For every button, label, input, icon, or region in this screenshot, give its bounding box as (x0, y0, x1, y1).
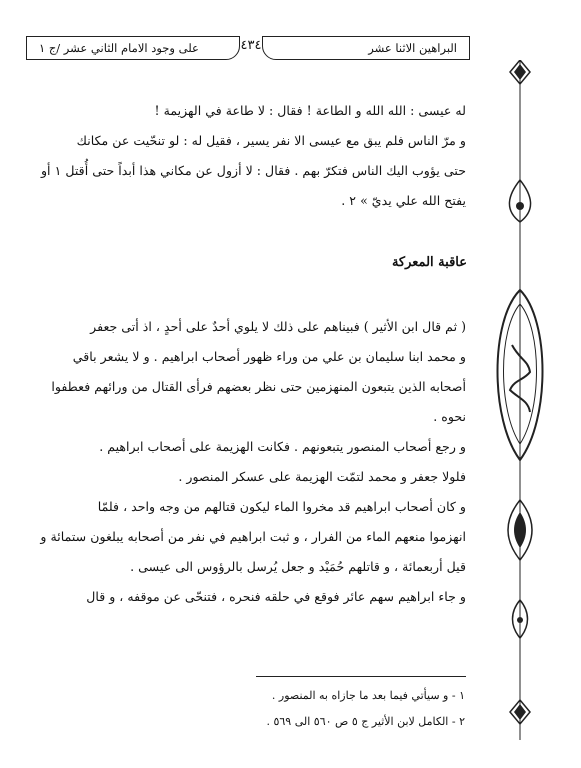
header-book-title: البراهين الاثنا عشر (368, 41, 457, 55)
footnote-2: ٢ - الكامل لابن الأثير ج ٥ ص ٥٦٠ الى ٥٦٩ . (266, 715, 465, 728)
ornamental-border (490, 60, 550, 740)
text-line: و جاء ابراهيم سهم عائر فوقع في حلقه فنحره ، فتنحّى عن موقفه ، و قال (86, 589, 466, 604)
text-line: و مرّ الناس فلم يبق مع عيسى الا نفر يسير ، فقيل له : لو تنحّيت عن مكانك (76, 133, 466, 148)
text-line: و محمد ابنا سليمان بن علي من وراء ظهور أصحاب ابراهيم . و لا يشعر باقي (72, 349, 466, 364)
text-line: و كان أصحاب ابراهيم قد مخروا الماء ليكون قتالهم من وجه واحد ، فلمّا (97, 499, 466, 514)
text-block-top (34, 96, 466, 216)
header-book-title-box (262, 36, 470, 60)
text-block-main (34, 312, 466, 612)
running-header (26, 36, 470, 62)
text-line: أصحابه الذين يتبعون المنهزمين حتى نظر بعضهم فرأى القتال من ورائهم فعطفوا (51, 379, 466, 394)
text-line: ( ثم قال ابن الأثير ) فبيناهم على ذلك لا يلوي أحدٌ على أحدٍ ، اذ أتى جعفر (90, 319, 466, 334)
header-section-box (26, 36, 240, 60)
footnote-rule (256, 676, 466, 677)
footnote-1: ١ - و سيأتي فيما بعد ما جازاه به المنصور . (271, 689, 465, 702)
page-number: ٤٣٤ (240, 38, 262, 53)
footnotes (266, 683, 465, 735)
text-line: يفتح الله علي يديّ » ٢ . (341, 193, 466, 208)
text-line: له عيسى : الله الله و الطاعة ! فقال : لا طاعة في الهزيمة ! (154, 103, 466, 118)
text-line: نحوه . (433, 409, 466, 424)
text-line: انهزموا منعهم الماء من الفرار ، و ثبت ابراهيم في نفر من أصحابه يبلغون ستمائة و (40, 529, 466, 544)
section-heading: عاقبة المعركة (391, 255, 467, 270)
text-line: و رجع أصحاب المنصور يتبعونهم . فكانت الهزيمة على أصحاب ابراهيم . (99, 439, 466, 454)
text-line: حتى يؤوب اليك الناس فتكرّ بهم . فقال : لا أزول عن مكاني هذا أبداً حتى أُقتل ١ أو (40, 163, 466, 178)
text-line: فلولا جعفر و محمد لتمّت الهزيمة على عسكر المنصور . (178, 469, 466, 484)
header-section-title: على وجود الامام الثاني عشر /ج ١ (39, 41, 199, 55)
text-line: قيل أربعمائة ، و قاتلهم حُمَيْد و جعل يُرسل بالرؤوس الى عيسى . (130, 559, 466, 574)
